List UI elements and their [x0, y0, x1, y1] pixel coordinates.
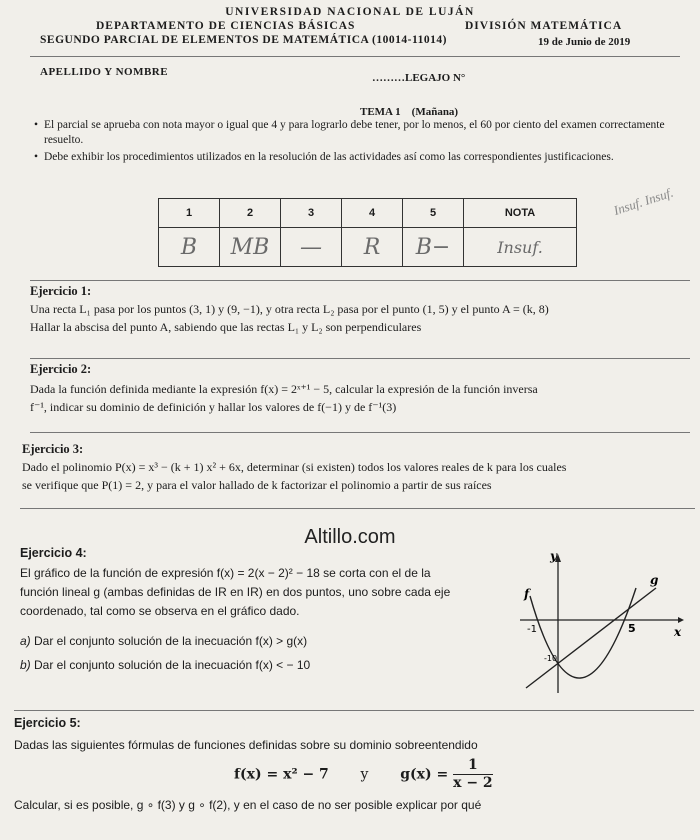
f-label: f: [524, 587, 530, 601]
ejercicio-5-intro: Dadas las siguientes fórmulas de funciones definidas sobre su dominio sobreentendido: [14, 738, 478, 752]
formula-conjunction: y: [360, 766, 369, 783]
legajo-label: ………LEGAJO N°: [372, 72, 466, 84]
grade-mark: B−: [403, 228, 464, 267]
header-divider: [30, 56, 680, 57]
formula-g-fraction: $\frac{1}{x - 2}$: [453, 757, 493, 791]
ejercicio-3-text: Dado el polinomio P(x) = x³ − (k + 1) x² + 6x, determinar (si existen) todos los valores reales de k para los cuales se verifique que P(1) = 2, y para el valor hallado de k factorizar el polinomio a partir de sus raíces: [22, 460, 567, 492]
divider: [14, 710, 694, 711]
grade-table: [158, 198, 577, 267]
ejercicio-4-title: Ejercicio 4:: [20, 546, 87, 560]
grade-mark-nota: Insuf.: [464, 228, 577, 267]
grade-mark: MB: [220, 228, 281, 267]
ejercicio-5-question: Calcular, si es posible, g ∘ f(3) y g ∘ f(2), y en el caso de no ser posible explicar por qué: [14, 798, 482, 812]
y-axis-label: y: [550, 549, 557, 563]
parabola-f: [530, 588, 636, 678]
rule-item: • El parcial se aprueba con nota mayor o igual que 4 y para lograrlo debe tener, por lo menos, el 60 por ciento del examen correctamente resuelto.: [34, 119, 665, 146]
grade-header: 2: [220, 199, 281, 228]
ejercicio-1-text: Una recta L₁ pasa por los puntos (3, 1) y (9, −1), y otra recta L₂ pasa por el punto (1, 5) y el punto A = (k, 8) Hallar la abscisa del punto A, sabiendo que las rectas L₁ y L₂ son perpendiculares: [30, 302, 549, 334]
g-label: g: [650, 573, 659, 587]
ejercicio-4-item-a: a) Dar el conjunto solución de la inecuación f(x) > g(x): [20, 634, 308, 648]
exam-title: SEGUNDO PARCIAL DE ELEMENTOS DE MATEMÁTICA (10014-11014): [40, 34, 447, 46]
tema-label: TEMA 1 (Mañana): [360, 106, 459, 118]
margin-note: Insuf. Insuf.: [611, 184, 675, 218]
rule-item: • Debe exhibir los procedimientos utilizados en la resolución de las actividades así como las correspondientes justificaciones.: [34, 151, 614, 163]
grade-mark: R: [342, 228, 403, 267]
grade-mark: —: [281, 228, 342, 267]
ejercicio-3-title: Ejercicio 3:: [22, 442, 84, 456]
grade-header-nota: NOTA: [464, 199, 577, 228]
line-g: [526, 588, 656, 688]
department-name: DEPARTAMENTO DE CIENCIAS BÁSICAS: [96, 20, 356, 32]
grade-header: 4: [342, 199, 403, 228]
division-name: DIVISIÓN MATEMÁTICA: [465, 20, 623, 32]
divider: [20, 508, 695, 509]
watermark: Altillo.com: [304, 526, 396, 548]
x-axis-label: x: [674, 625, 682, 639]
grade-mark: B: [159, 228, 220, 267]
ejercicio-2-text: Dada la función definida mediante la expresión f(x) = 2ˣ⁺¹ − 5, calcular la expresión de la función inversa f⁻¹, indicar su dominio de definición y hallar los valores de f(−1) y de f⁻¹(3): [30, 382, 538, 414]
five-tick-label: 5: [628, 622, 636, 635]
ejercicio-5-title: Ejercicio 5:: [14, 716, 81, 730]
neg1-tick-label: -1: [527, 624, 537, 635]
x-axis-arrow: [678, 617, 684, 623]
formula-f: f(x) = x² − 7: [234, 766, 329, 783]
exam-date: 19 de Junio de 2019: [538, 36, 631, 48]
neg10-tick-label: -10: [544, 654, 558, 663]
divider: [30, 432, 690, 433]
grade-header: 1: [159, 199, 220, 228]
grade-header: 5: [403, 199, 464, 228]
divider: [30, 280, 690, 281]
grade-header: 3: [281, 199, 342, 228]
ejercicio-5-formulas: [234, 757, 493, 792]
ejercicio-4-item-b: b) Dar el conjunto solución de la inecuación f(x) < − 10: [20, 658, 311, 672]
ejercicio-2-title: Ejercicio 2:: [30, 362, 92, 376]
ejercicio-4-text: El gráfico de la función de expresión f(x) = 2(x − 2)² − 18 se corta con el de la función lineal g (ambas definidas de IR en IR) en dos puntos, uno sobre cada eje coordenado, tal como se observa en el gráfico dado.: [20, 566, 451, 618]
divider: [30, 358, 690, 359]
formula-g-lhs: g(x) =: [400, 766, 449, 783]
ejercicio-1-title: Ejercicio 1:: [30, 284, 92, 298]
university-name: UNIVERSIDAD NACIONAL DE LUJÁN: [225, 6, 475, 18]
function-graph: [510, 548, 685, 698]
name-label: APELLIDO Y NOMBRE: [40, 66, 169, 78]
